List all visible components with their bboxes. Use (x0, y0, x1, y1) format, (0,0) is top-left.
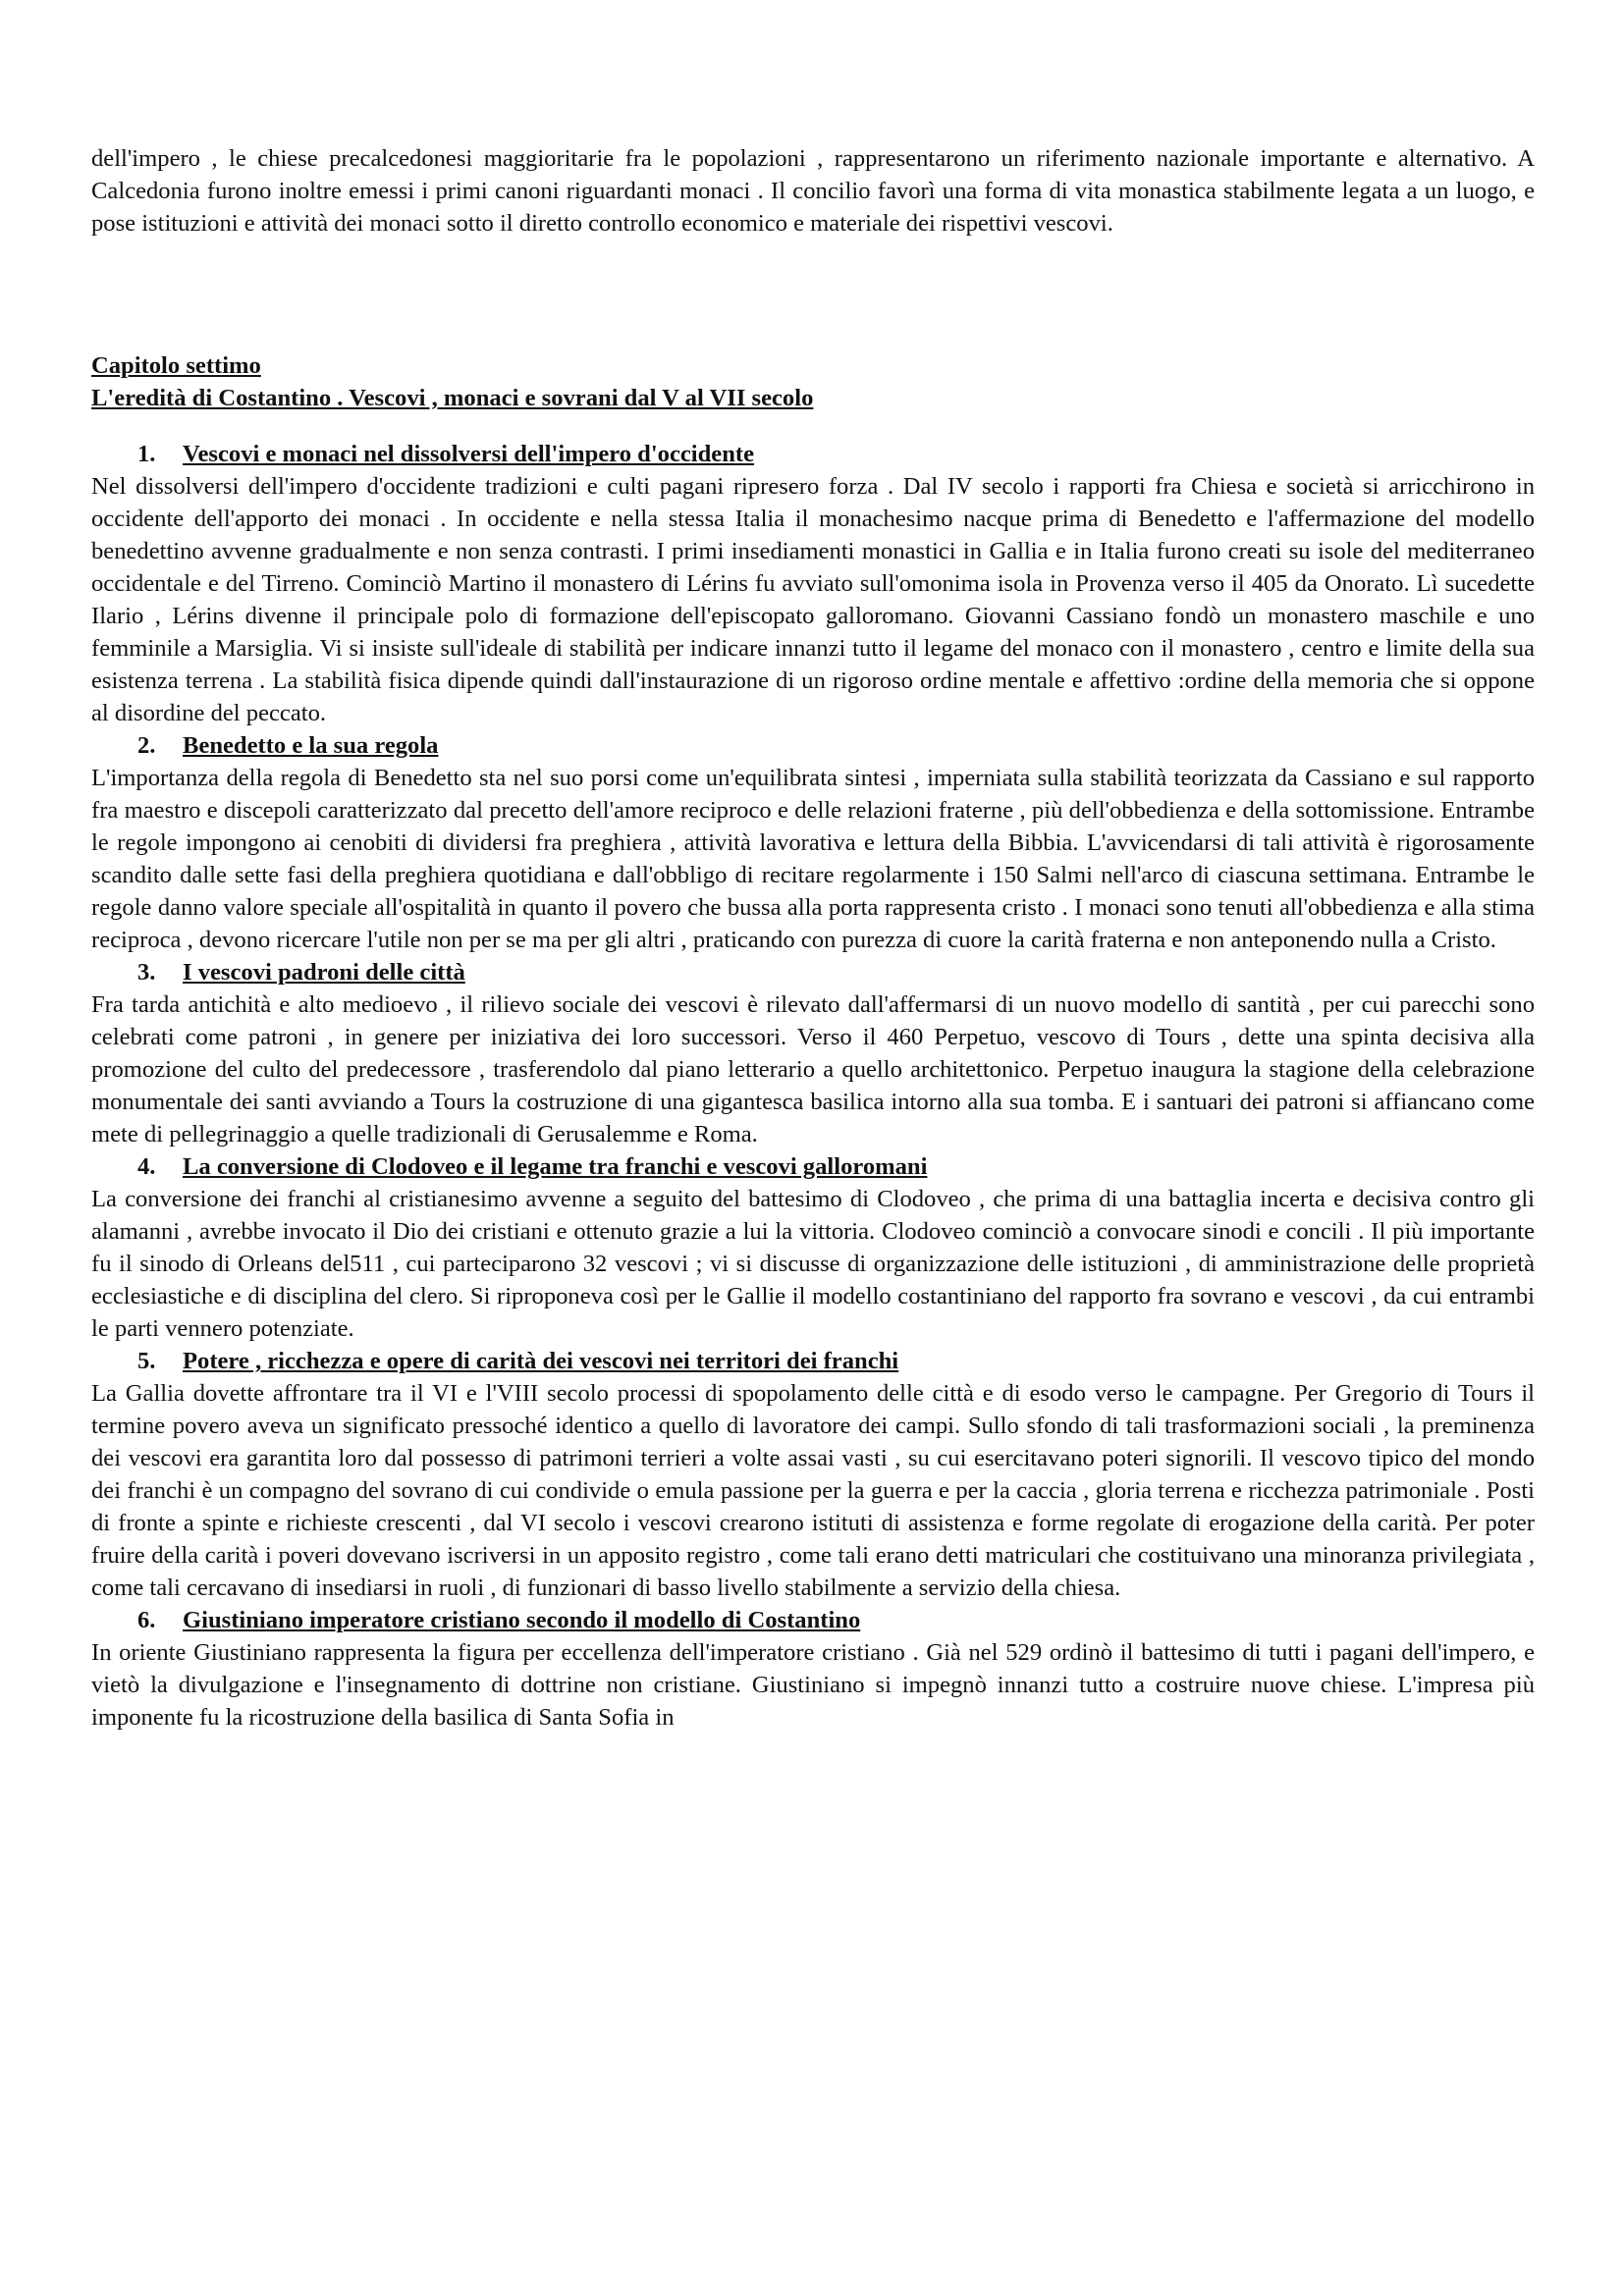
section-body: La conversione dei franchi al cristianesimo avvenne a seguito del battesimo di Clodoveo , che prima di una battaglia incerta e decisiva contro gli alamanni , avrebbe invocato il Dio dei cristiani e ottenuto grazie a lui la vittoria. Clodoveo cominciò a convocare sinodi e concili . Il più importante fu il sinodo di Orleans del511 , cui parteciparono 32 vescovi ; vi si discusse di organizzazione delle istituzioni , di amministrazione delle proprietà ecclesiastiche e di disciplina del clero. Si riproponeva così per le Gallie il modello costantiniano del rapporto fra sovrano e vescovi , da cui entrambi le parti vennero potenziate. (91, 1186, 1535, 1342)
section-body: In oriente Giustiniano rappresenta la figura per eccellenza dell'imperatore cristiano . Già nel 529 ordinò il battesimo di tutti i pagani dell'impero, e vietò la divulgazione e l'insegnamento di dottrine non cristiane. Giustiniano si impegnò innanzi tutto a costruire nuove chiese. L'impresa più imponente fu la ricostruzione della basilica di Santa Sofia in (91, 1639, 1535, 1731)
intro-paragraph: dell'impero , le chiese precalcedonesi maggioritarie fra le popolazioni , rappresentarono un riferimento nazionale importante e alternativo. A Calcedonia furono inoltre emessi i primi canoni riguardanti monaci . Il concilio favorì una forma di vita monastica stabilmente legata a un luogo, e pose istituzioni e attività dei monaci sotto il diretto controllo economico e materiale dei rispettivi vescovi. (91, 145, 1535, 237)
section-heading (91, 1604, 1535, 1636)
section-2 (91, 729, 1535, 956)
section-heading (91, 1150, 1535, 1183)
section-3 (91, 956, 1535, 1150)
section-heading (91, 956, 1535, 988)
section-number: 1. (137, 441, 156, 467)
section-heading (91, 1345, 1535, 1377)
section-title: Giustiniano imperatore cristiano secondo il modello di Costantino (183, 1607, 861, 1633)
chapter-title: L'eredità di Costantino . Vescovi , monaci e sovrani dal V al VII secolo (91, 385, 814, 411)
section-number: 3. (137, 959, 156, 986)
section-body: Nel dissolversi dell'impero d'occidente tradizioni e culti pagani ripresero forza . Dal IV secolo i rapporti fra Chiesa e società si arricchirono in occidente dell'apporto dei monaci . In occidente e nella stessa Italia il monachesimo nacque prima di Benedetto e l'affermazione del modello benedettino avvenne gradualmente e non senza contrasti. I primi insediamenti monastici in Gallia e in Italia furono creati su isole del mediterraneo occidentale e del Tirreno. Cominciò Martino il monastero di Lérins fu avviato sull'omonima isola in Provenza verso il 405 da Onorato. Lì sucedette Ilario , Lérins divenne il principale polo di formazione dell'episcopato galloromano. Giovanni Cassiano fondò un monastero maschile e uno femminile a Marsiglia. Vi si insiste sull'ideale di stabilità per indicare innanzi tutto il legame del monaco con il monastero , centro e limite della sua esistenza terrena . La stabilità fisica dipende quindi dall'instaurazione di un rigoroso ordine mentale e affettivo :ordine della memoria che si oppone al disordine del peccato. (91, 473, 1535, 726)
document-page (91, 142, 1535, 1734)
section-title: Potere , ricchezza e opere di carità dei vescovi nei territori dei franchi (183, 1348, 899, 1374)
section-body: La Gallia dovette affrontare tra il VI e l'VIII secolo processi di spopolamento delle città e di esodo verso le campagne. Per Gregorio di Tours il termine povero aveva un significato pressoché identico a quello di lavoratore dei campi. Sullo sfondo di tali trasformazioni sociali , la preminenza dei vescovi era garantita loro dal possesso di patrimoni terrieri a volte assai vasti , su cui esercitavano poteri signorili. Il vescovo tipico del mondo dei franchi è un compagno del sovrano di cui condivide o emula passione per la guerra e per la caccia , gloria terrena e ricchezza patrimoniale . Posti di fronte a spinte e richieste crescenti , dal VI secolo i vescovi crearono istituti di assistenza e forme regolate di erogazione della carità. Per poter fruire della carità i poveri dovevano iscriversi in un apposito registro , come tali erano detti matriculari che costituivano una minoranza privilegiata , come tali cercavano di insediarsi in ruoli , di funzionari di basso livello stabilmente a servizio della chiesa. (91, 1380, 1535, 1601)
section-heading (91, 729, 1535, 762)
chapter-label: Capitolo settimo (91, 352, 261, 379)
section-number: 5. (137, 1348, 156, 1374)
section-number: 6. (137, 1607, 156, 1633)
section-4 (91, 1150, 1535, 1345)
section-title: Vescovi e monaci nel dissolversi dell'impero d'occidente (183, 441, 755, 467)
section-1 (91, 438, 1535, 729)
section-5 (91, 1345, 1535, 1604)
section-6 (91, 1604, 1535, 1734)
section-body: L'importanza della regola di Benedetto sta nel suo porsi come un'equilibrata sintesi , imperniata sulla stabilità teorizzata da Cassiano e sul rapporto fra maestro e discepoli caratterizzato dal precetto dell'amore reciproco e delle relazioni fraterne , più dell'obbedienza e della sottomissione. Entrambe le regole impongono ai cenobiti di dividersi fra preghiera , attività lavorativa e lettura della Bibbia. L'avvicendarsi di tali attività è rigorosamente scandito dalle sette fasi della preghiera quotidiana e dall'obbligo di recitare regolarmente i 150 Salmi nell'arco di ciascuna settimana. Entrambe le regole danno valore speciale all'ospitalità in quanto il povero che bussa alla porta rappresenta cristo . I monaci sono tenuti all'obbedienza e alla stima reciproca , devono ricercare l'utile non per se ma per gli altri , praticando con purezza di cuore la carità fraterna e non anteponendo nulla a Cristo. (91, 765, 1535, 953)
section-heading (91, 438, 1535, 470)
section-body: Fra tarda antichità e alto medioevo , il rilievo sociale dei vescovi è rilevato dall'affermarsi di un nuovo modello di santità , per cui parecchi sono celebrati come patroni , in genere per iniziativa dei loro successori. Verso il 460 Perpetuo, vescovo di Tours , dette una spinta decisiva alla promozione del culto del predecessore , trasferendolo dal piano letterario a quello architettonico. Perpetuo inaugura la stagione della celebrazione monumentale dei santi avviando a Tours la costruzione di una gigantesca basilica intorno alla sua tomba. E i santuari dei patroni si affiancano come mete di pellegrinaggio a quelle tradizionali di Gerusalemme e Roma. (91, 991, 1535, 1148)
section-number: 2. (137, 732, 156, 759)
section-number: 4. (137, 1153, 156, 1180)
section-title: Benedetto e la sua regola (183, 732, 439, 759)
section-title: La conversione di Clodoveo e il legame tra franchi e vescovi galloromani (183, 1153, 928, 1180)
section-title: I vescovi padroni delle città (183, 959, 465, 986)
